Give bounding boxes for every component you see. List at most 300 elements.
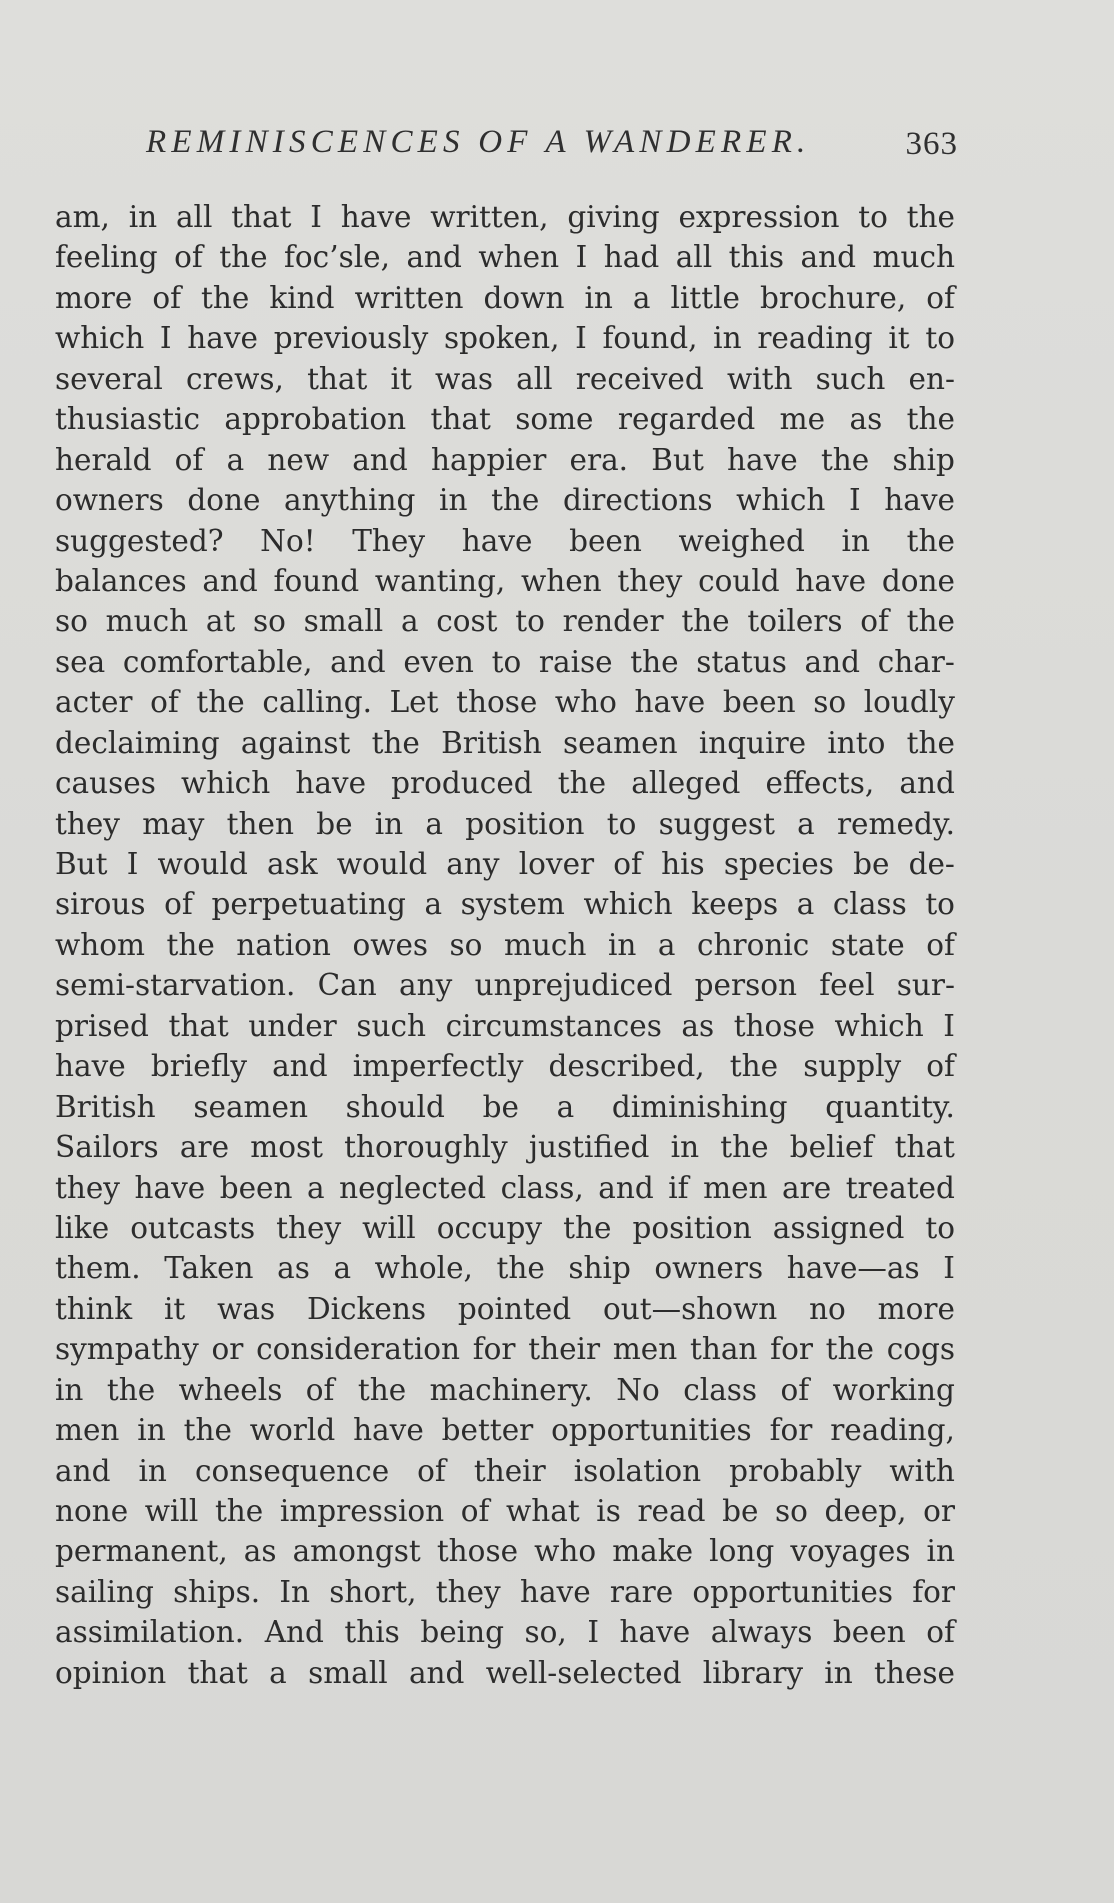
word: as <box>243 1534 277 1569</box>
word: under <box>248 1008 337 1043</box>
word: the <box>720 1130 769 1165</box>
word: such <box>356 1008 427 1043</box>
word: justified <box>528 1130 650 1165</box>
word: inquire <box>698 725 807 760</box>
word: should <box>345 1089 445 1124</box>
word: be <box>482 1089 519 1124</box>
word: British <box>55 1089 156 1124</box>
page-number: 363 <box>905 126 958 162</box>
word: of <box>174 240 203 275</box>
word: and <box>202 563 258 598</box>
word: read <box>637 1494 706 1528</box>
word: of <box>174 442 204 477</box>
word: of <box>150 685 179 720</box>
word: will <box>144 1494 199 1528</box>
text-line <box>55 1572 955 1612</box>
word: occupy <box>436 1210 543 1245</box>
word: the <box>906 402 955 437</box>
text-line <box>55 197 955 237</box>
word: a <box>632 280 651 315</box>
word: char- <box>877 644 955 679</box>
word: which <box>55 321 145 356</box>
word: the <box>820 442 870 477</box>
word: Can <box>317 968 377 1003</box>
word: alleged <box>631 766 741 801</box>
word: the <box>681 604 730 639</box>
word: thoroughly <box>344 1130 508 1165</box>
word: make <box>612 1534 694 1569</box>
word: so <box>813 685 847 720</box>
word: prised <box>55 1008 149 1043</box>
word: who <box>554 685 617 720</box>
word: men <box>55 1413 120 1448</box>
word: nation <box>236 927 331 962</box>
word: the <box>563 1210 612 1245</box>
text-line <box>55 1127 955 1167</box>
word: so <box>55 604 88 639</box>
word: the <box>196 685 245 720</box>
word: be <box>722 1494 759 1528</box>
word: as <box>681 1008 715 1043</box>
word: it <box>164 1291 186 1326</box>
word: era. <box>569 442 629 477</box>
word: none <box>55 1494 129 1528</box>
word: a <box>269 1655 287 1690</box>
word: position <box>465 806 585 841</box>
word: remedy. <box>836 806 955 841</box>
word: ask <box>267 847 318 881</box>
word: class <box>683 1372 758 1407</box>
word: owners <box>654 1251 764 1286</box>
text-line <box>55 1248 955 1288</box>
word: the <box>371 725 420 760</box>
word: had <box>603 240 660 275</box>
text-line <box>55 359 955 399</box>
word: wanting, <box>374 563 506 598</box>
word: of <box>613 847 642 881</box>
text-line <box>55 723 955 763</box>
word: have <box>634 685 706 720</box>
word: weighed <box>678 523 805 558</box>
word: even <box>403 644 474 679</box>
word: isolation <box>573 1453 702 1488</box>
word: small <box>303 604 384 639</box>
word: anything <box>284 483 416 518</box>
word: than <box>689 1332 758 1367</box>
word: all <box>516 361 553 396</box>
word: belief <box>789 1130 874 1165</box>
word: owners <box>55 483 164 518</box>
text-line <box>55 1289 955 1329</box>
word: written <box>354 280 464 315</box>
word: have <box>461 523 533 558</box>
word: supply <box>803 1049 902 1084</box>
text-line <box>55 1046 955 1086</box>
word: have <box>295 766 367 801</box>
text-line <box>55 399 955 439</box>
word: and <box>800 240 857 275</box>
word: regarded <box>617 402 756 437</box>
word: a <box>333 1251 352 1286</box>
word: been <box>832 1615 906 1650</box>
word: have <box>619 1615 691 1650</box>
word: cost <box>436 604 498 639</box>
text-line <box>55 1491 955 1531</box>
word: they <box>276 1210 342 1245</box>
word: voyages <box>790 1534 911 1569</box>
word: they <box>55 1170 120 1205</box>
word: any <box>446 847 500 881</box>
word: that <box>894 1130 955 1165</box>
text-line <box>55 318 955 358</box>
word: when <box>520 563 602 598</box>
page-header <box>146 124 958 174</box>
text-line <box>55 1329 955 1369</box>
word: the <box>106 1372 156 1407</box>
word: a <box>425 806 443 841</box>
word: for <box>472 1332 516 1367</box>
word: written, <box>430 200 549 234</box>
word: to <box>606 806 637 841</box>
word: described, <box>548 1049 705 1084</box>
word: any <box>399 968 453 1003</box>
word: new <box>267 442 330 477</box>
word: am, <box>55 200 110 234</box>
word: in <box>607 927 637 962</box>
word: in <box>841 523 870 558</box>
word: ships. <box>173 1574 261 1609</box>
word: such <box>815 361 886 396</box>
text-line <box>55 1087 955 1127</box>
body-text <box>55 197 955 1693</box>
word: may <box>142 806 205 841</box>
word: And <box>264 1615 324 1650</box>
text-line <box>55 844 955 884</box>
word: But <box>55 847 108 881</box>
text-line <box>55 1612 955 1652</box>
word: person <box>694 968 797 1003</box>
word: feel <box>819 968 875 1003</box>
text-line <box>55 440 955 480</box>
word: ship <box>568 1251 631 1286</box>
word: spoken, <box>443 321 560 356</box>
word: whole, <box>374 1251 473 1286</box>
word: that <box>430 402 491 437</box>
word: the <box>906 523 955 558</box>
text-line <box>55 1370 955 1410</box>
word: pointed <box>457 1291 572 1326</box>
word: men <box>703 1170 768 1205</box>
word: owes <box>352 927 429 962</box>
word: system <box>460 887 565 922</box>
word: the <box>557 766 607 801</box>
word: so <box>449 927 483 962</box>
word: render <box>562 604 664 639</box>
word: have <box>353 1413 424 1448</box>
word: sailing <box>55 1574 154 1609</box>
word: in <box>439 483 468 518</box>
word: library <box>702 1655 803 1690</box>
word: or <box>211 1332 244 1367</box>
word: world <box>249 1413 336 1448</box>
word: deep, <box>824 1494 907 1528</box>
word: short, <box>329 1574 417 1609</box>
word: I <box>575 321 587 356</box>
text-line <box>55 884 955 924</box>
word: acter <box>55 685 133 720</box>
word: keeps <box>691 887 779 922</box>
word: class <box>832 887 907 922</box>
text-line <box>55 1451 955 1491</box>
word: are <box>179 1130 230 1165</box>
word: so <box>253 604 286 639</box>
word: as <box>277 1251 310 1286</box>
word: been <box>722 685 796 720</box>
text-line <box>55 237 955 277</box>
word: Taken <box>164 1251 254 1286</box>
word: of <box>926 1049 955 1084</box>
word: long <box>709 1534 775 1569</box>
word: sirous <box>55 887 146 922</box>
word: happier <box>430 442 547 477</box>
text-line <box>55 480 955 520</box>
word: me <box>779 402 826 437</box>
word: the <box>166 927 215 962</box>
word: found, <box>602 321 698 356</box>
word: the <box>906 200 955 234</box>
word: position <box>632 1210 752 1245</box>
word: wheels <box>178 1372 283 1407</box>
word: to <box>925 1210 955 1245</box>
text-line <box>55 1006 955 1046</box>
word: be <box>316 806 353 841</box>
word: the <box>219 240 268 275</box>
word: of <box>305 1372 335 1407</box>
word: more <box>877 1291 955 1326</box>
word: the <box>906 604 955 639</box>
text-line <box>55 1531 955 1571</box>
word: sea <box>55 644 106 679</box>
word: the <box>183 1413 232 1448</box>
word: it <box>390 361 412 396</box>
word: the <box>630 644 679 679</box>
text-line <box>55 521 955 561</box>
word: a <box>424 887 443 922</box>
word: with <box>726 361 793 396</box>
word: the <box>491 483 540 518</box>
word: well-selected <box>485 1655 682 1690</box>
word: de- <box>908 847 955 881</box>
word: cogs <box>886 1332 955 1367</box>
word: have—as <box>786 1251 920 1286</box>
word: imperfectly <box>352 1049 524 1084</box>
word: their <box>528 1332 601 1367</box>
word: whom <box>55 927 145 962</box>
word: But <box>651 442 704 477</box>
word: outcasts <box>130 1210 256 1245</box>
word: rare <box>609 1574 674 1609</box>
word: and <box>598 1170 654 1205</box>
word: No <box>616 1372 660 1407</box>
word: would <box>336 847 428 881</box>
word: to <box>491 644 522 679</box>
word: in <box>670 1130 700 1165</box>
word: approbation <box>224 402 407 437</box>
word: this <box>344 1615 400 1650</box>
word: chronic <box>696 927 810 962</box>
word: Dickens <box>306 1291 427 1326</box>
word: some <box>515 402 594 437</box>
word: always <box>710 1615 813 1650</box>
word: the <box>201 280 250 315</box>
word: Sailors <box>55 1130 159 1165</box>
text-line <box>55 804 955 844</box>
word: then <box>226 806 294 841</box>
word: semi-starvation. <box>55 968 296 1003</box>
word: machinery. <box>429 1372 593 1407</box>
word: that <box>187 1655 248 1690</box>
word: will <box>362 1210 416 1245</box>
word: his <box>661 847 705 881</box>
word: perpetuating <box>211 887 406 922</box>
text-line <box>55 561 955 601</box>
word: into <box>827 725 886 760</box>
text-line <box>55 1168 955 1208</box>
word: have <box>340 200 412 234</box>
text-line <box>55 1653 955 1693</box>
word: I <box>943 1251 955 1286</box>
word: those <box>436 1534 519 1569</box>
text-line <box>55 763 955 803</box>
word: in <box>128 200 158 234</box>
word: consideration <box>256 1332 461 1367</box>
word: most <box>250 1130 323 1165</box>
word: No! <box>260 523 316 558</box>
word: of <box>860 604 889 639</box>
word: kind <box>269 280 335 315</box>
word: their <box>473 1453 546 1488</box>
word: be <box>853 847 890 881</box>
word: against <box>240 725 351 760</box>
word: a <box>796 887 815 922</box>
word: expression <box>678 200 840 234</box>
word: and <box>272 1049 328 1084</box>
word: unprejudiced <box>474 968 673 1003</box>
word: the <box>214 1494 264 1528</box>
word: of <box>926 927 955 962</box>
word: and <box>330 644 386 679</box>
word: reading, <box>830 1413 955 1448</box>
word: ship <box>892 442 955 477</box>
word: and <box>55 1453 111 1488</box>
word: done <box>881 563 955 598</box>
word: all <box>175 200 213 234</box>
word: treated <box>845 1170 955 1205</box>
word: balances <box>55 563 187 598</box>
word: which <box>834 1008 924 1043</box>
text-line <box>55 925 955 965</box>
word: of <box>152 280 181 315</box>
word: I <box>159 321 172 356</box>
word: probably <box>729 1453 862 1488</box>
word: crews, <box>186 361 284 396</box>
word: was <box>217 1291 276 1326</box>
word: all <box>675 240 713 275</box>
word: if <box>668 1170 689 1205</box>
word: loudly <box>863 685 955 720</box>
word: the <box>825 1332 874 1367</box>
word: these <box>874 1655 955 1690</box>
word: giving <box>567 200 660 234</box>
word: and <box>408 1655 465 1690</box>
word: raise <box>538 644 613 679</box>
word: a <box>797 806 815 841</box>
word: effects, <box>765 766 875 801</box>
word: I <box>943 1008 955 1043</box>
word: to <box>925 887 955 922</box>
word: that <box>168 1008 229 1043</box>
text-line <box>55 601 955 641</box>
word: small <box>308 1655 388 1690</box>
word: en- <box>908 361 955 396</box>
word: they <box>55 806 120 841</box>
word: I <box>587 1615 599 1650</box>
word: to <box>925 321 955 356</box>
word: opportunities <box>551 1413 752 1448</box>
word: circumstances <box>445 1008 662 1043</box>
word: toilers <box>747 604 843 639</box>
word: of <box>926 1615 955 1650</box>
word: with <box>889 1453 955 1488</box>
word: and <box>406 240 462 275</box>
word: that <box>307 361 368 396</box>
text-line <box>55 1410 955 1450</box>
word: a <box>556 1089 575 1124</box>
word: being <box>420 1615 505 1650</box>
word: no <box>809 1291 846 1326</box>
word: assigned <box>772 1210 905 1245</box>
word: like <box>55 1210 110 1245</box>
word: brochure, <box>760 280 907 315</box>
word: much <box>503 927 587 962</box>
word: lover <box>518 847 595 881</box>
word: of <box>164 887 193 922</box>
text-line <box>55 682 955 722</box>
text-line <box>55 642 955 682</box>
word: declaiming <box>55 725 220 760</box>
word: Let <box>389 685 439 720</box>
word: class, <box>500 1170 584 1205</box>
word: the <box>496 1251 545 1286</box>
word: in <box>374 806 404 841</box>
word: it <box>888 321 910 356</box>
word: so <box>774 1494 808 1528</box>
word: I <box>310 200 322 234</box>
word: reading <box>757 321 873 356</box>
word: I <box>575 240 588 275</box>
word: the <box>906 725 955 760</box>
word: I <box>848 483 861 518</box>
word: quantity. <box>825 1089 955 1124</box>
word: previously <box>273 321 429 356</box>
word: in <box>824 1655 853 1690</box>
word: species <box>723 847 834 881</box>
word: of <box>926 280 955 315</box>
word: for <box>769 1413 813 1448</box>
word: suggest <box>658 806 775 841</box>
word: sur- <box>896 968 955 1003</box>
word: a <box>307 1170 325 1205</box>
